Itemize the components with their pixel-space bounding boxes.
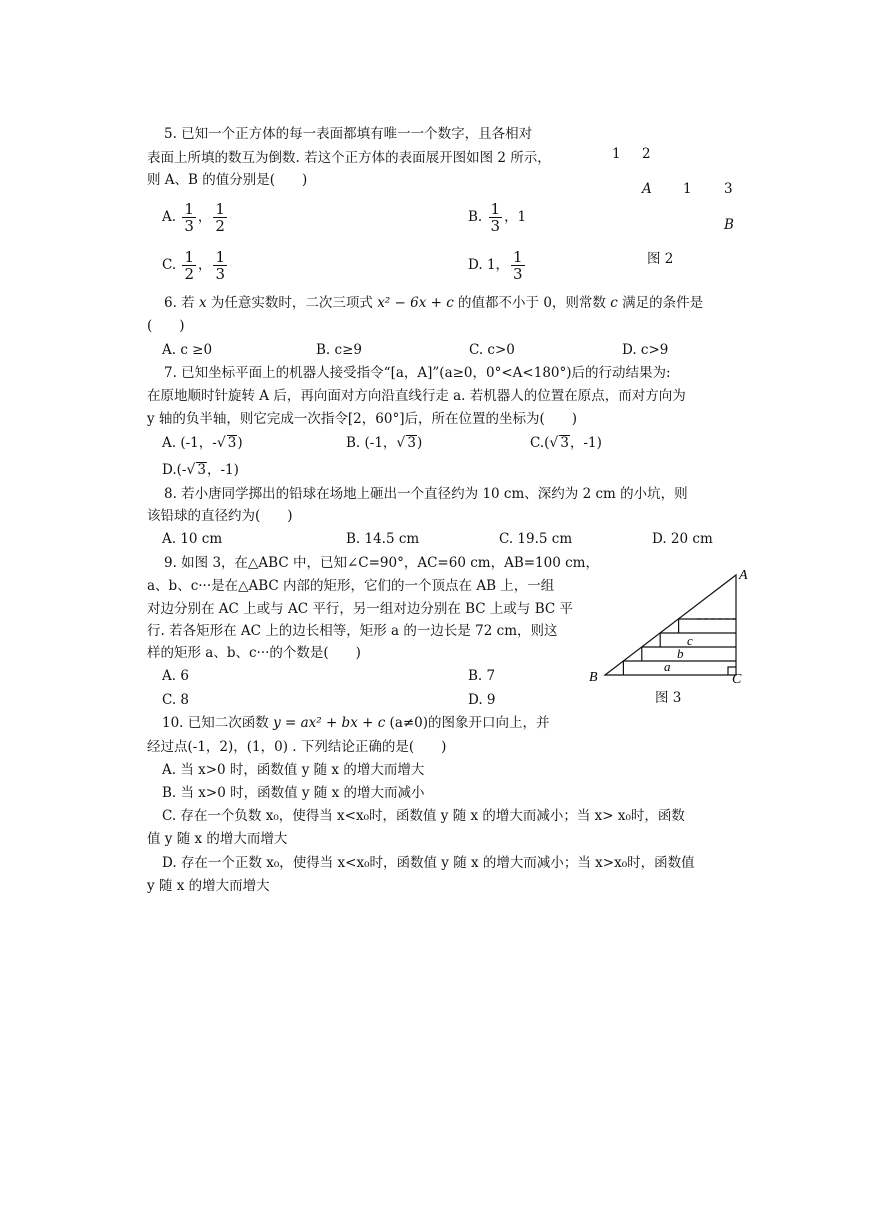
- q5-line-3: 则 A、B 的值分别是( ): [147, 172, 308, 188]
- q6-option-c[interactable]: C. c>0: [469, 342, 515, 358]
- q9-option-d[interactable]: D. 9: [468, 692, 496, 708]
- q5-option-a[interactable]: A. $\frac{1}{3}$ ， $\frac{1}{2}$: [162, 200, 225, 235]
- q5-line-2: 表面上所填的数互为倒数. 若这个正方体的表面展开图如图 2 所示，: [147, 150, 551, 166]
- figure-2-caption: 图 2: [647, 251, 674, 267]
- q6-line-1: 6. 若 x 为任意实数时，二次三项式 x² − 6x + c 的值都不小于 0，则常数 c 满足的条件是: [164, 295, 704, 311]
- q9-line-1: 9. 如图 3，在△ABC 中，已知∠C=90°，AC=60 cm，AB=100 cm，: [164, 555, 599, 571]
- figure-3-triangle: [585, 562, 765, 692]
- fraction: $\frac{1}{3}$: [184, 200, 194, 235]
- q9-option-c[interactable]: C. 8: [162, 692, 190, 708]
- q9-line-5: 样的矩形 a、b、c···的个数是( ): [147, 645, 361, 661]
- q6-option-d[interactable]: D. c>9: [622, 342, 669, 358]
- q6-line-2: ( ): [147, 318, 185, 334]
- q10-option-c-line-1[interactable]: C. 存在一个负数 x₀，使得当 x<x₀时，函数值 y 随 x 的增大而减小；当 x> x₀时，函数: [162, 808, 685, 824]
- q7-line-1: 7. 已知坐标平面上的机器人接受指令“[a，A]”(a≥0，0°<A<180°)后的行动结果为:: [164, 365, 671, 381]
- q10-option-d-line-1[interactable]: D. 存在一个正数 x₀，使得当 x<x₀时，函数值 y 随 x 的增大而减小；当 x>x₀时，函数值: [162, 855, 695, 871]
- net-cell-3: 1: [683, 181, 692, 197]
- vertex-a-label: A: [739, 568, 748, 583]
- q8-line-1: 8. 若小唐同学掷出的铅球在场地上砸出一个直径约为 10 cm、深约为 2 cm 的小坑，则: [164, 486, 688, 502]
- net-cell-a: A: [642, 181, 652, 197]
- fraction: $\frac{1}{3}$: [513, 248, 523, 283]
- q7-option-b[interactable]: B. (-1，√ 3): [346, 435, 423, 451]
- q5-line-1: 5. 已知一个正方体的每一表面都填有唯一一个数字，且各相对: [164, 126, 533, 142]
- fraction: $\frac{1}{2}$: [184, 248, 194, 283]
- q7-option-a[interactable]: A. (-1，-√ 3): [162, 435, 243, 451]
- rect-a-label: a: [664, 659, 671, 674]
- q10-option-a[interactable]: A. 当 x>0 时，函数值 y 随 x 的增大而增大: [162, 762, 425, 778]
- q7-line-2: 在原地顺时针旋转 A 后，再向面对方向沿直线行走 a. 若机器人的位置在原点，而对方向为: [147, 388, 686, 404]
- q10-option-c-line-2: 值 y 随 x 的增大而增大: [147, 831, 288, 847]
- q7-option-d[interactable]: D.(-√ 3，-1): [162, 462, 239, 478]
- quadratic-function: y = ax² + bx + c: [273, 715, 386, 731]
- fraction: $\frac{1}{2}$: [215, 200, 225, 235]
- vertex-b-label: B: [589, 670, 598, 685]
- q6-option-a[interactable]: A. c ≥0: [162, 342, 213, 358]
- q9-line-3: 对边分别在 AC 上或与 AC 平行，另一组对边分别在 BC 上或与 BC 平: [147, 601, 573, 617]
- q8-option-c[interactable]: C. 19.5 cm: [499, 531, 573, 547]
- q7-option-c[interactable]: C.(√ 3，-1): [530, 435, 602, 451]
- q9-option-a[interactable]: A. 6: [162, 668, 189, 684]
- net-cell-1: 1: [612, 146, 621, 162]
- q8-option-b[interactable]: B. 14.5 cm: [346, 531, 420, 547]
- q8-option-d[interactable]: D. 20 cm: [652, 531, 713, 547]
- q8-option-a[interactable]: A. 10 cm: [162, 531, 223, 547]
- net-cell-4: 3: [724, 181, 733, 197]
- q9-line-4: 行. 若各矩形在 AC 上的边长相等，矩形 a 的一边长是 72 cm，则这: [147, 623, 558, 639]
- figure-3-caption: 图 3: [655, 690, 682, 706]
- q5-option-d[interactable]: D. 1， $\frac{1}{3}$: [468, 248, 523, 283]
- q8-line-2: 该铅球的直径约为( ): [147, 508, 293, 524]
- q10-option-b[interactable]: B. 当 x>0 时，函数值 y 随 x 的增大而减小: [162, 785, 425, 801]
- q5-option-b[interactable]: B. $\frac{1}{3}$ ，1: [468, 200, 527, 235]
- fraction: $\frac{1}{3}$: [490, 200, 501, 235]
- q9-option-b[interactable]: B. 7: [468, 668, 496, 684]
- vertex-c-label: C: [732, 672, 742, 687]
- net-cell-2: 2: [642, 146, 651, 162]
- q10-line-2: 经过点(-1，2)，(1，0) . 下列结论正确的是( ): [147, 739, 447, 755]
- q9-line-2: a、b、c···是在△ABC 内部的矩形，它们的一个顶点在 AB 上，一组: [147, 578, 555, 594]
- q10-line-1: 10. 已知二次函数 y = ax² + bx + c (a≠0)的图象开口向上，并: [162, 715, 550, 731]
- q6-option-b[interactable]: B. c≥9: [316, 342, 362, 358]
- q5-option-c[interactable]: C. $\frac{1}{2}$ ， $\frac{1}{3}$: [162, 248, 226, 283]
- q10-option-d-line-2: y 随 x 的增大而增大: [147, 878, 270, 894]
- net-cell-b: B: [724, 217, 734, 233]
- q7-line-3: y 轴的负半轴，则它完成一次指令[2，60°]后，所在位置的坐标为( ): [147, 411, 578, 427]
- rect-c-label: c: [687, 633, 693, 648]
- rect-b-label: b: [677, 646, 684, 661]
- fraction: $\frac{1}{3}$: [215, 248, 226, 283]
- quadratic-expression: x² − 6x + c: [377, 295, 454, 311]
